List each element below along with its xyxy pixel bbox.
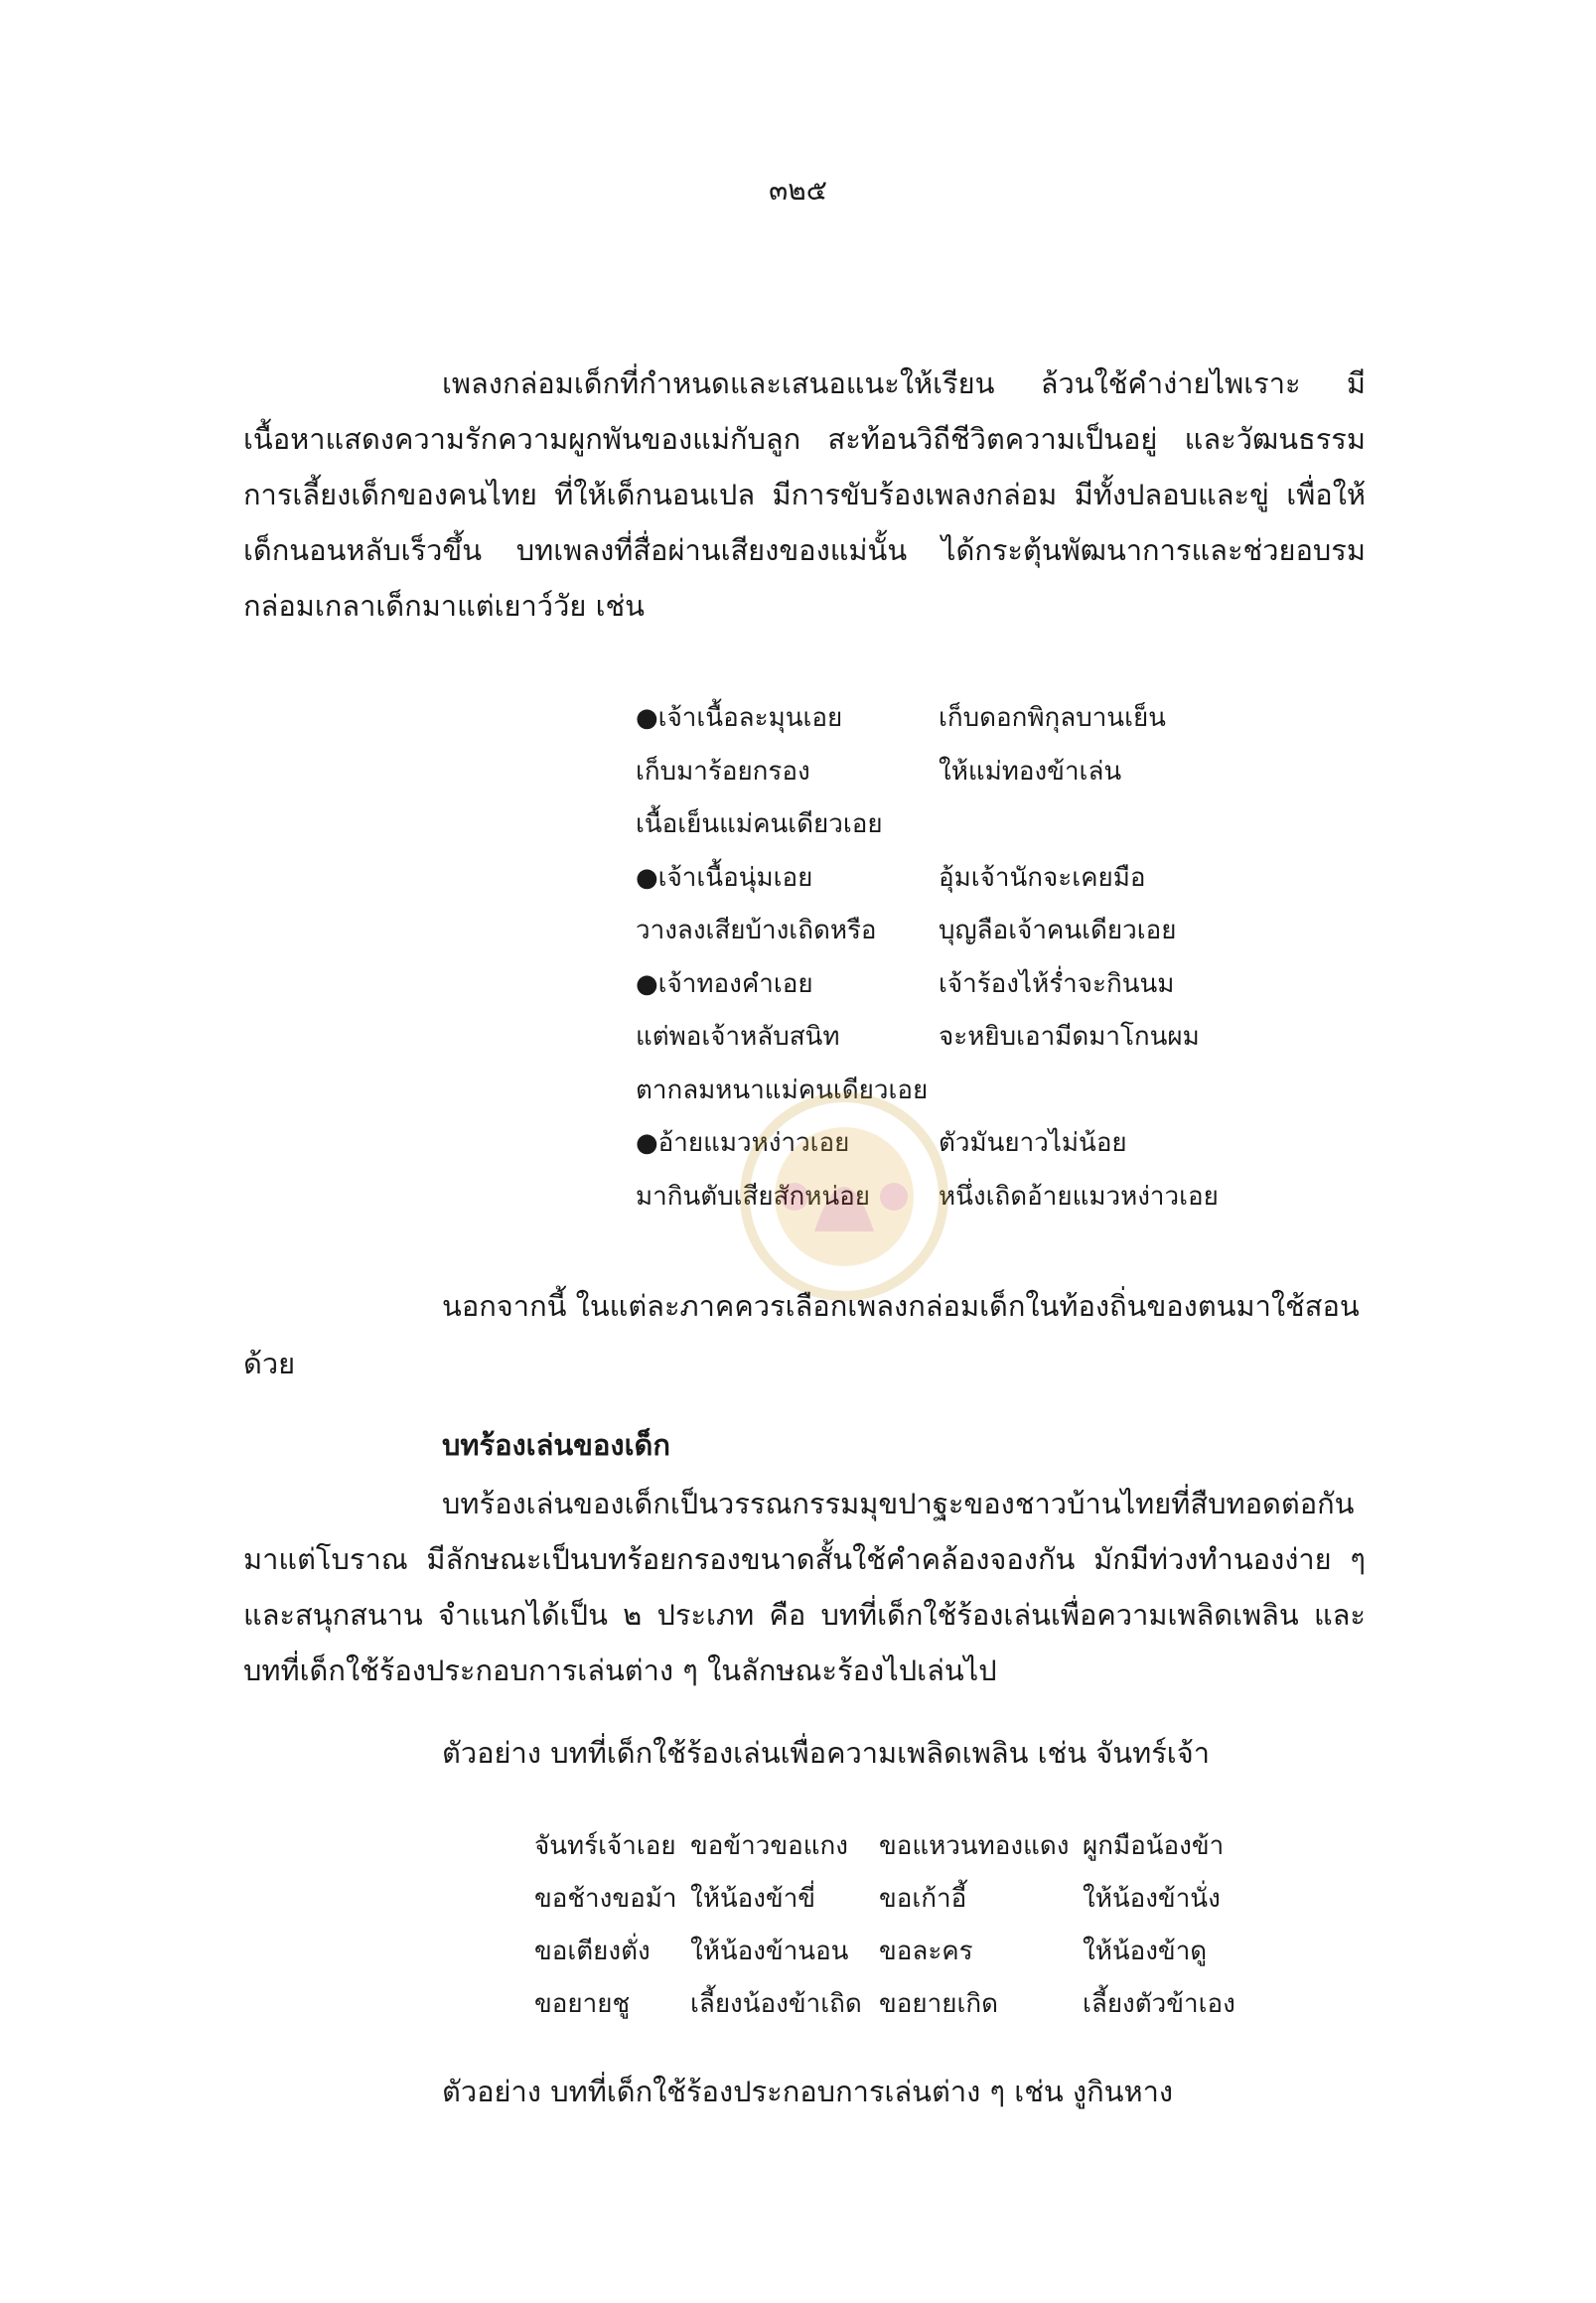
paragraph-lullaby-intro: เพลงกล่อมเด็กที่กำหนดและเสนอแนะให้เรียน ล้วนใช้คำง่ายไพเราะ มีเนื้อหาแสดงความรักความผูกพันของแม่กับลูก สะท้อนวิถีชีวิตความเป็นอยู่ และวัฒนธรรมการเลี้ยงเด็กของคนไทย ที่ให้เด็กนอนเปล มีการขับร้องเพลงกล่อม มีทั้งปลอบและขู่ เพื่อให้เด็กนอนหลับเร็วขึ้น บทเพลงที่สื่อผ่านเสียงของแม่นั้น ได้กระตุ้นพัฒนาการและช่วยอบรมกล่อมเกลาเด็กมาแต่เยาว์วัย เช่น — [243, 366, 1366, 623]
lullaby-line-left: ●อ้ายแมวหง่าวเอย — [636, 1128, 850, 1158]
lullaby-line-left: เก็บมาร้อยกรอง — [636, 756, 810, 787]
paragraph-local-songs: นอกจากนี้ ในแต่ละภาคควรเลือกเพลงกล่อมเด็กในท้องถิ่นของตนมาใช้สอน — [442, 1289, 1360, 1323]
moon-poem-phrase: ขอเตียงตั่ง — [534, 1937, 651, 1966]
lullaby-line-right: ตัวมันยาวไม่น้อย — [939, 1128, 1127, 1158]
section-heading: บทร้องเล่นของเด็ก — [442, 1428, 670, 1462]
lullaby-line-right: อุ้มเจ้านักจะเคยมือ — [939, 862, 1146, 893]
institution-seal-watermark — [735, 1082, 953, 1311]
lullaby-line-left: เนื้อเย็นแม่คนเดียวเอย — [636, 809, 883, 839]
lullaby-line-left: มากินตับเสียสักหน่อย — [636, 1181, 871, 1212]
moon-poem-phrase: ผูกมือน้องข้า — [1083, 1831, 1225, 1861]
moon-poem-phrase: เลี้ยงตัวข้าเอง — [1083, 1989, 1235, 2019]
example-two-caption: ตัวอย่าง บทที่เด็กใช้ร้องประกอบการเล่นต่าง ๆ เช่น งูกินหาง — [442, 2075, 1174, 2108]
lullaby-line-right: เจ้าร้องไห้ร่ำจะกินนม — [939, 968, 1175, 999]
paragraph-children-songs: บทร้องเล่นของเด็กเป็นวรรณกรรมมุขปาฐะของชาวบ้านไทยที่สืบทอดต่อกันมาแต่โบราณ มีลักษณะเป็นบทร้อยกรองขนาดสั้นใช้คำคล้องจองกัน มักมีท่วงทำนองง่าย ๆ และสนุกสนาน จำแนกได้เป็น ๒ ประเภท คือ บทที่เด็กใช้ร้องเล่นเพื่อความเพลิดเพลิน และบทที่เด็กใช้ร้องประกอบการเล่นต่าง ๆ ในลักษณะร้องไปเล่นไป — [243, 1487, 1366, 1687]
moon-poem-phrase: ให้น้องข้าดู — [1083, 1937, 1208, 1966]
lullaby-line-left: วางลงเสียบ้างเถิดหรือ — [636, 916, 877, 945]
moon-poem-phrase: ให้น้องข้านั่ง — [1083, 1884, 1221, 1914]
lullaby-line-left: ●เจ้าเนื้อนุ่มเอย — [636, 862, 813, 893]
moon-poem-phrase: ขอละคร — [879, 1937, 973, 1966]
lullaby-line-right: หนึ่งเถิดอ้ายแมวหง่าวเอย — [939, 1181, 1219, 1212]
moon-poem-phrase: จันทร์เจ้าเอย — [534, 1831, 676, 1861]
lullaby-line-left: ●เจ้าทองคำเอย — [636, 968, 813, 999]
lullaby-line-right: เก็บดอกพิกุลบานเย็น — [939, 703, 1166, 733]
lullaby-line-left: ตากลมหนาแม่คนเดียวเอย — [636, 1075, 929, 1105]
moon-poem-phrase: ให้น้องข้าขี่ — [690, 1884, 816, 1914]
moon-poem-phrase: ขอแหวนทองแดง — [879, 1831, 1070, 1861]
moon-poem-phrase: ขอช้างขอม้า — [534, 1884, 677, 1914]
page-number: ๓๒๕ — [769, 174, 827, 207]
lullaby-line-right: ให้แม่ทองข้าเล่น — [939, 756, 1122, 787]
lullaby-line-left: แต่พอเจ้าหลับสนิท — [636, 1022, 840, 1052]
lullaby-line-right: จะหยิบเอามีดมาโกนผม — [939, 1022, 1200, 1052]
moon-poem-phrase: เลี้ยงน้องข้าเถิด — [690, 1989, 862, 2019]
paragraph-local-songs-end: ด้วย — [243, 1347, 296, 1380]
moon-poem-phrase: ขอยายชู — [534, 1989, 631, 2019]
lullaby-line-left: ●เจ้าเนื้อละมุนเอย — [636, 703, 843, 733]
example-one-caption: ตัวอย่าง บทที่เด็กใช้ร้องเล่นเพื่อความเพลิดเพลิน เช่น จันทร์เจ้า — [442, 1736, 1210, 1770]
moon-poem-phrase: ให้น้องข้านอน — [690, 1937, 849, 1966]
moon-poem-phrase: ขอเก้าอี้ — [879, 1884, 967, 1914]
lullaby-line-right: บุญลือเจ้าคนเดียวเอย — [939, 916, 1177, 945]
moon-poem-phrase: ขอยายเกิด — [879, 1989, 998, 2019]
moon-poem-phrase: ขอข้าวขอแกง — [690, 1831, 848, 1861]
